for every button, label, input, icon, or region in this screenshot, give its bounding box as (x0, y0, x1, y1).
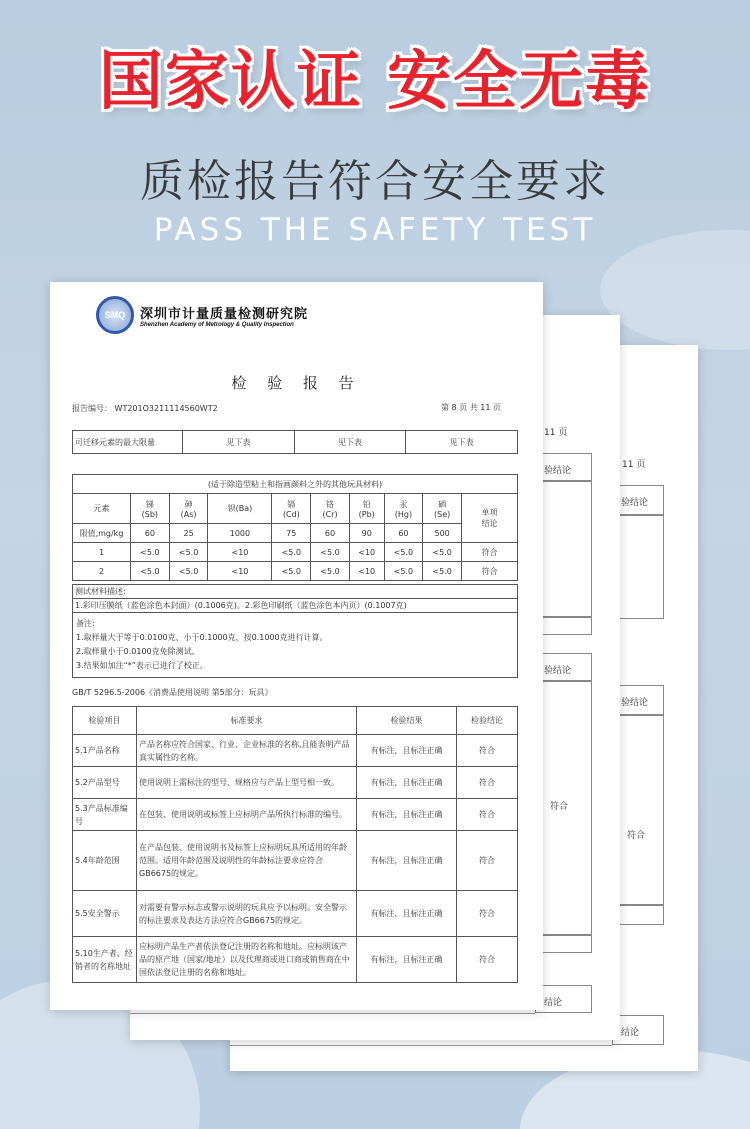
back-table-cell: 符合 (535, 681, 592, 935)
material-notes-table (72, 584, 518, 678)
back-table-cell: 验结论 (535, 653, 592, 681)
standard-title: GB/T 5296.5-2006《消费品使用说明 第5部分：玩具》 (72, 688, 273, 697)
back-table-cell: 结论 (612, 1015, 664, 1045)
report-title: 检 验 报 告 (231, 374, 362, 392)
migratable-limit-table: 可迁移元素的最大限量 见下表 见下表 见下表 (72, 430, 518, 454)
back-table-cell: 验结论 (612, 485, 664, 515)
back-table-cell: 符合 (612, 715, 664, 905)
page-fragment: 11 页 (622, 460, 646, 470)
back-table-cell (535, 481, 592, 617)
table-row: 5.1产品名称 产品名称应符合国家、行业、企业标准的名称,且能表明产品真实属性的名称。 有标注，且标注正确 符合 (73, 735, 518, 767)
back-table-cell: 结论 (535, 985, 592, 1013)
table-row: 5.3产品标准编号 在包装、使用说明或标签上应标明产品所执行标准的编号。 有标注，且标注正确 符合 (73, 799, 518, 831)
decor-bubble (600, 230, 750, 350)
table-row: 5.5安全警示 对需要有警示标志或警示说明的玩具应予以标明。安全警示的标注要求及表达方法应符合GB6675的规定。 有标注，且标注正确 符合 (73, 891, 518, 937)
institution-name-cn: 深圳市计量质量检测研究院 (140, 306, 309, 322)
institution-header (96, 296, 308, 334)
heavy-metal-table: (适于除造型粘土和指画颜料之外的其他玩具材料) 元素 锑 (Sb) 砷 (As) 钡(Ba) 镉 (Cd) 铬 (Cr) 铅 (Pb) 汞 (Hg) 硒 (Se) 单项 结论 限值,mg/kg 60 25 1000 75 60 90 60 500 1 <5.0 <5.0 <10 <5.0 <5.0 <10 <5.0 <5.0 符合 2 <5.0 <5.0 <10 <5.0 <5.0 <10 <5.0 <5.0 符合 (72, 474, 518, 581)
back-table-cell (535, 935, 592, 953)
notes-cell: 备注: 1.取样量大于等于0.0100克、小于0.1000克，按0.1000克进行计算。 2.取样量小于0.0100克免除测试。 3.结果如加注“*”表示已进行了校正。 (73, 613, 518, 678)
smq-logo: SMQ (96, 296, 134, 334)
back-table-cell (535, 617, 592, 635)
table-row: 1 <5.0 <5.0 <10 <5.0 <5.0 <10 <5.0 <5.0 符合 (73, 543, 518, 562)
back-table-line (230, 1045, 612, 1046)
page-fragment: 11 页 (544, 428, 568, 438)
material-label: 测试材料描述: (73, 585, 518, 599)
subheadline: 质检报告符合安全要求 (140, 156, 610, 207)
table-row: 5.4年龄范围 在产品包装、使用说明书及标签上应标明玩具所适用的年龄范围。适用年龄范围及说明性的年龄标注要求应符合GB6675的规定。 有标注，且标注正确 符合 (73, 831, 518, 891)
back-table-cell: 验结论 (612, 685, 664, 715)
institution-name-en: Shenzhen Academy of Metrology & Quality Inspection (140, 321, 294, 328)
table-caption: (适于除造型粘土和指画颜料之外的其他玩具材料) (73, 475, 518, 494)
headline: 国家认证 安全无毒 (98, 45, 652, 119)
tagline: PASS THE SAFETY TEST (153, 212, 597, 248)
inspection-report-page (50, 282, 543, 1010)
page-number: 第 8 页 共 11 页 (441, 403, 501, 412)
back-table-cell: 验结论 (535, 453, 592, 481)
back-table-line (130, 1013, 535, 1014)
table-row: 5.2产品型号 使用说明上需标注的型号、规格应与产品上型号相一致。 有标注，且标注正确 符合 (73, 767, 518, 799)
table-row: 5.10生产者、经销者的名称地址 应标明产品生产者依法登记注册的名称和地址。应标明该产品的原产地（国家/地址）以及代理商或进口商或销售商在中国依法登记注册的名称和地址。 有标注，且标注正确 符合 (73, 937, 518, 983)
inspection-items-table: 检验项目 标准要求 检验结果 检验结论 5.1产品名称 产品名称应符合国家、行业、企业标准的名称,且能表明产品真实属性的名称。 有标注，且标注正确 符合 5.2产品型号 使用说明上需标注的型号、规格应与产品上型号相一致。 有标注，且标注正确 符合 5.3产品标准编号 在包装、使用说明或标签上应标明产品所执行标准的编号。 有标注，且标注正确 符合 5.4年龄范围 在产品包装、使用说明书及标签上应标明玩具所适用的年龄范围。适用年龄范围及说明性的年龄标注要求应符合GB6675的规定。 有标注，且标注正确 符合 5.5安全警示 对需要有警示标志或警示说明的玩具应予以标明。安全警示的标注要求及表达方法应符合GB6675的规定。 有标注，且标注正确 符合 5.10生产者、经销者的名称地址 应标明产品生产者依法登记注册的名称和地址。应标明该产品的原产地（国家/地址）以及代理商或进口商或销售商在中国依法登记注册的名称和地址。 有标注，且标注正确 符合 (72, 706, 518, 983)
material-description: 1.彩印压膜纸（蓝色涂色本封面）(0.1006克)。2.彩色印刷纸（蓝色涂色本内页）(0.1007克) (73, 599, 518, 613)
report-number: 报告编号： WT201O3211114560WT2 (72, 404, 218, 413)
table-row: 2 <5.0 <5.0 <10 <5.0 <5.0 <10 <5.0 <5.0 符合 (73, 562, 518, 581)
